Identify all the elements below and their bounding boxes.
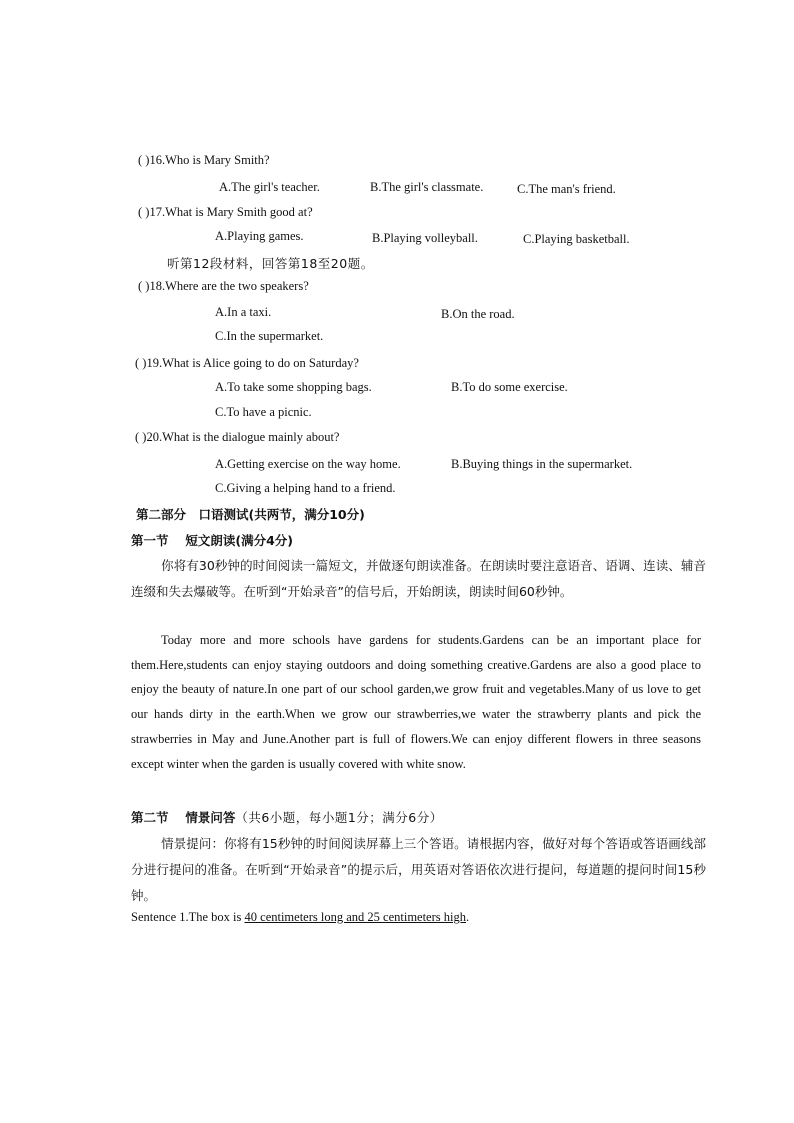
option-18c: C.In the supermarket. [215,329,324,343]
option-19c: C.To have a picnic. [215,405,312,419]
sentence-1: Sentence 1.The box is 40 centimeters long and 25 centimeters high. [131,910,470,924]
option-16b: B.The girl's classmate. [370,180,484,194]
section1-instructions: 你将有30秒钟的时间阅读一篇短文，并做逐句朗读准备。在朗读时要注意语音、语调、连读、辅音连缀和失去爆破等。在听到“开始录音”的信号后，开始朗读，朗读时间60秒钟。 [131,558,706,599]
reading-passage: Today more and more schools have gardens for students.Gardens can be an important place for them.Here,students can enjoy staying outdoors and doing something creative.Gardens are also a good place to enjoy the beauty of nature.In one part of our school garden,we grow fruit and vegetables.Many of us love to get our hands dirty in the earth.When we grow our strawberries,we water the strawberry plants and pick the strawberries in May and June.Another part is full of flowers.We can enjoy different flowers in three seasons except winter when the garden is usually covered with white snow. [131,633,701,771]
question-text: 19.What is Alice going to do on Saturday? [146,356,359,370]
option-17b: B.Playing volleyball. [372,231,478,245]
section2-note: （共6小题，每小题1分；满分6分） [235,810,443,825]
answer-paren[interactable]: ( ) [135,430,147,444]
option-19b: B.To do some exercise. [451,380,568,394]
section2-instructions: 情景提问：你将有15秒钟的时间阅读屏幕上三个答语。请根据内容，做好对每个答语或答语画线部分进行提问的准备。在听到“开始录音”的提示后，用英语对答语依次进行提问，每道题的提问时间15秒钟。 [131,836,706,903]
option-20b: B.Buying things in the supermarket. [451,457,633,471]
option-19a: A.To take some shopping bags. [215,380,372,394]
answer-paren[interactable]: ( ) [135,356,147,370]
part2-title: 第二部分 口语测试(共两节，满分10分) [136,507,365,522]
question-19 [135,356,359,371]
question-17 [138,205,313,220]
question-20 [135,430,339,445]
question-16 [138,153,270,168]
question-text: 17.What is Mary Smith good at? [149,205,313,219]
option-18a: A.In a taxi. [215,305,272,319]
section1-title: 第一节 短文朗读(满分4分) [131,533,293,548]
answer-paren[interactable]: ( ) [138,205,150,219]
question-text: 18.Where are the two speakers? [149,279,309,293]
option-16a: A.The girl's teacher. [219,180,320,194]
option-16c: C.The man's friend. [517,182,616,196]
option-20a: A.Getting exercise on the way home. [215,457,401,471]
section2-heading [131,808,443,827]
section2-title: 第二节 情景问答 [131,810,236,825]
option-17a: A.Playing games. [215,229,304,243]
question-18 [138,279,309,294]
answer-paren[interactable]: ( ) [138,279,150,293]
option-20c: C.Giving a helping hand to a friend. [215,481,396,495]
answer-paren[interactable]: ( ) [138,153,150,167]
question-text: 20.What is the dialogue mainly about? [146,430,340,444]
question-text: 16.Who is Mary Smith? [149,153,270,167]
option-18b: B.On the road. [441,307,515,321]
option-17c: C.Playing basketball. [523,232,630,246]
sentence-1-underlined: 40 centimeters long and 25 centimeters high [244,910,466,924]
instruction-12: 听第12段材料，回答第18至20题。 [167,256,374,271]
